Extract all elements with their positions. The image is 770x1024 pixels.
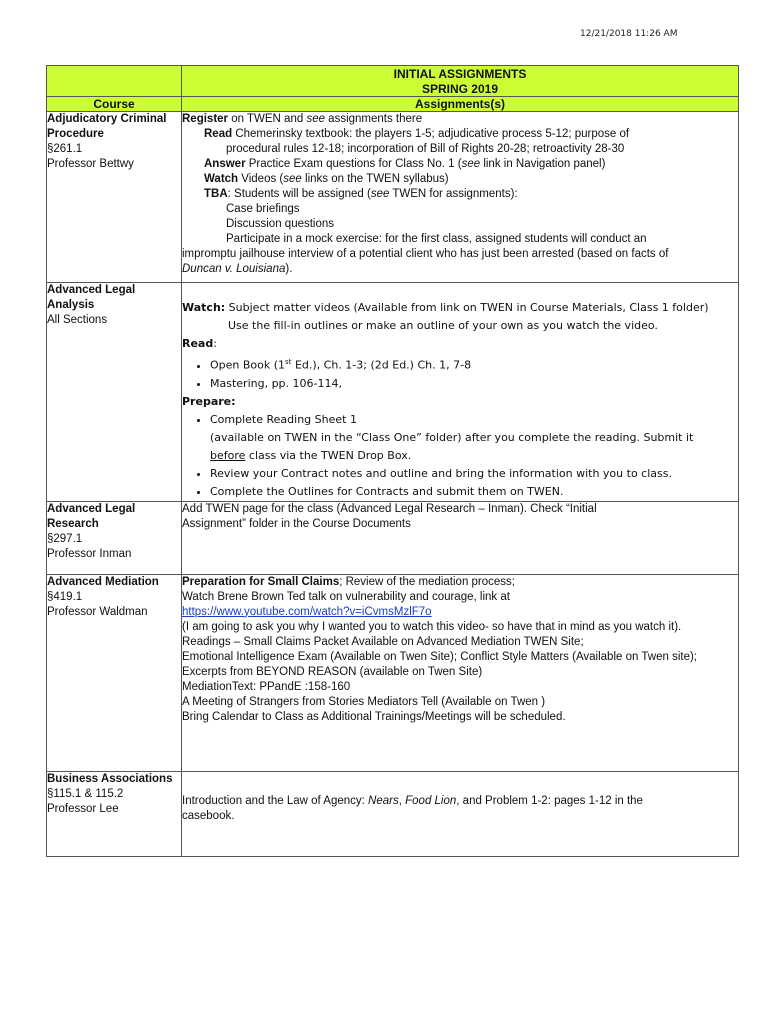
course-professor: Professor Bettwy (47, 158, 134, 170)
assignment-cell (182, 771, 739, 856)
course-section: §419.1 (47, 590, 83, 603)
list-item: • Open Book (1st Ed.), Ch. 1-3; (2d Ed.) Ch. 1, 7-8 (210, 353, 738, 375)
table-header-title-row (47, 66, 739, 97)
course-name: Adjudicatory Criminal Procedure (47, 113, 167, 140)
assignment-line: Preparation for Small Claims; Review of the mediation process; (182, 575, 515, 588)
assignment-line: TBA: Students will be assigned (see TWEN for assignments): (204, 188, 518, 200)
assignment-line: Answer Practice Exam questions for Class No. 1 (see link in Navigation panel) (204, 158, 606, 170)
assignment-line: procedural rules 12-18; incorporation of Bill of Rights 20-28; retroactivity 28-30 (226, 143, 625, 155)
table-row (47, 771, 739, 856)
course-name: Advanced Legal Analysis (47, 284, 136, 311)
column-header-course: Course (47, 97, 182, 112)
assignment-line: Prepare: (182, 394, 236, 408)
assignment-line: Excerpts from BEYOND REASON (available on Twen Site) (182, 665, 483, 678)
course-section: §297.1 (47, 532, 83, 545)
table-row (47, 112, 739, 283)
assignment-line: Duncan v. Louisiana). (182, 263, 293, 275)
course-cell (47, 112, 182, 283)
assignment-cell (182, 574, 739, 771)
assignment-cell (182, 501, 739, 574)
course-cell (47, 574, 182, 771)
list-item: • Complete the Outlines for Contracts and submit them on TWEN. (210, 483, 738, 501)
assignment-cell (182, 112, 739, 283)
course-cell (47, 283, 182, 502)
list-item: • Mastering, pp. 106-114, (210, 375, 738, 393)
course-section: §261.1 (47, 143, 83, 155)
list-item: • Complete Reading Sheet 1 (available on TWEN in the “Class One” folder) after you complete the reading. Submit it before class via the TWEN Drop Box. (210, 411, 738, 465)
course-professor: Professor Inman (47, 547, 132, 560)
course-name: Business Associations (47, 772, 173, 785)
assignment-line: Participate in a mock exercise: for the first class, assigned students will conduct an (226, 233, 647, 245)
assignment-line: Assignment” folder in the Course Documents (182, 517, 411, 530)
course-section: All Sections (47, 314, 108, 326)
assignment-line: Register on TWEN and see assignments there (182, 113, 423, 125)
assignments-table (46, 65, 739, 857)
assignment-line: casebook. (182, 809, 235, 822)
assignment-line: Case briefings (226, 203, 300, 215)
table-row (47, 574, 739, 771)
course-professor: Professor Lee (47, 802, 119, 815)
term-title: SPRING 2019 (421, 82, 499, 96)
course-section: §115.1 & 115.2 (47, 787, 124, 800)
assignment-line: Introduction and the Law of Agency: Nears, Food Lion, and Problem 1-2: pages 1-12 in the (182, 794, 643, 807)
assignment-line: MediationText: PPandE :158-160 (182, 680, 351, 693)
assignment-line: Read Chemerinsky textbook: the players 1-5; adjudicative process 5-12; purpose of (204, 128, 630, 140)
table-row (47, 283, 739, 502)
assignment-line: Use the fill-in outlines or make an outline of your own as you watch the video. (228, 319, 658, 332)
course-professor: Professor Waldman (47, 605, 148, 618)
assignment-line: Watch Videos (see links on the TWEN syllabus) (204, 173, 449, 185)
assignment-line: A Meeting of Strangers from Stories Mediators Tell (Available on Twen ) (182, 695, 546, 708)
assignment-line: Watch: Subject matter videos (Available from link on TWEN in Course Materials, Class 1 folder) (182, 301, 709, 314)
course-cell (47, 501, 182, 574)
assignment-line: Read: (182, 337, 217, 350)
column-header-assignments: Assignments(s) (182, 97, 739, 112)
header-course-cell (47, 66, 182, 97)
table-header-row (47, 97, 739, 112)
prepare-list (182, 411, 738, 501)
assignment-line: Emotional Intelligence Exam (Available on Twen Site); Conflict Style Matters (Available on Twen site); (182, 650, 697, 663)
course-name: Advanced Mediation (47, 575, 159, 588)
table-row (47, 501, 739, 574)
assignment-line: Discussion questions (226, 218, 335, 230)
assignment-cell (182, 283, 739, 502)
assignment-line: Readings – Small Claims Packet Available on Advanced Mediation TWEN Site; (182, 635, 584, 648)
header-title-cell (182, 66, 739, 97)
video-link[interactable]: https://www.youtube.com/watch?v=iCvmsMzlF7o (182, 605, 432, 618)
course-cell (47, 771, 182, 856)
assignment-line: Watch Brene Brown Ted talk on vulnerability and courage, link at (182, 590, 510, 603)
assignment-line: (I am going to ask you why I wanted you to watch this video- so have that in mind as you watch it). (182, 620, 682, 633)
course-name: Advanced Legal Research (47, 502, 136, 530)
assignment-line: Add TWEN page for the class (Advanced Legal Research – Inman). Check “Initial (182, 502, 597, 515)
list-item: • Review your Contract notes and outline and bring the information with you to class. (210, 465, 738, 483)
read-list (182, 353, 738, 393)
document-title: INITIAL ASSIGNMENTS (393, 67, 527, 81)
assignment-line: Bring Calendar to Class as Additional Trainings/Meetings will be scheduled. (182, 710, 566, 723)
print-timestamp: 12/21/2018 11:26 AM (580, 29, 678, 39)
assignment-line: impromptu jailhouse interview of a potential client who has just been arrested (based on facts of (182, 248, 669, 260)
